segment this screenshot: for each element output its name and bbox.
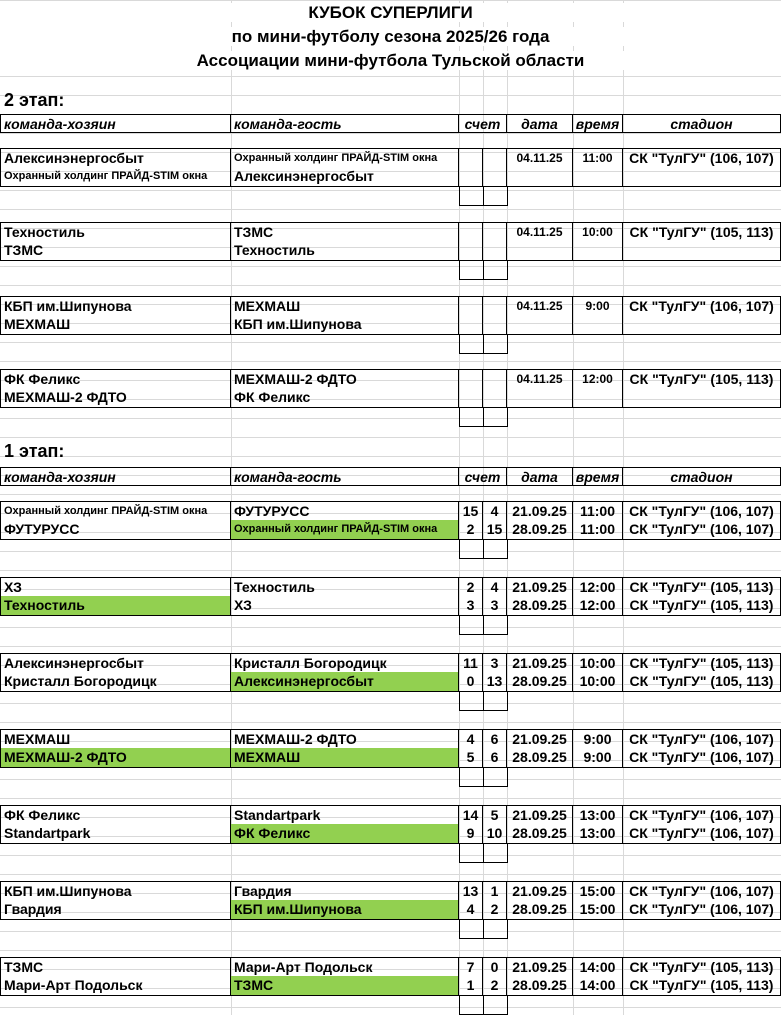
score-home-cell: 5 <box>459 748 483 767</box>
score-away-cell: 4 <box>483 501 507 520</box>
score-entry-box-home[interactable] <box>459 186 484 206</box>
score-home-cell: 4 <box>459 900 483 919</box>
score-entry-box-away[interactable] <box>483 407 508 427</box>
away-team-cell: ФУТУРУСС <box>231 501 459 520</box>
gridline-horizontal <box>0 266 781 267</box>
header-time: время <box>573 467 623 486</box>
stadium-cell: СК "ТулГУ" (105, 113) <box>623 369 781 388</box>
header-away-team: команда-гость <box>231 114 459 133</box>
score-entry-box-away[interactable] <box>483 767 508 787</box>
score-away-cell: 0 <box>483 957 507 976</box>
away-team-cell: Техностиль <box>231 577 459 596</box>
away-team-cell: Техностиль <box>231 241 459 260</box>
home-team-cell: МЕХМАШ-2 ФДТО <box>0 388 231 407</box>
score-entry-box-home[interactable] <box>459 615 484 635</box>
score-home-cell: 15 <box>459 501 483 520</box>
gridline-horizontal <box>0 627 781 628</box>
date-cell: 04.11.25 <box>507 296 573 315</box>
time-cell: 14:00 <box>573 957 623 976</box>
score-away-cell: 10 <box>483 824 507 843</box>
score-home-cell: 2 <box>459 520 483 539</box>
away-team-cell: МЕХМАШ <box>231 296 459 315</box>
match-frame <box>0 729 781 768</box>
match-frame <box>0 577 781 616</box>
home-team-cell: Кристалл Богородицк <box>0 672 231 691</box>
gridline-horizontal <box>0 361 781 362</box>
date-cell: 21.09.25 <box>507 653 573 672</box>
score-away-cell: 4 <box>483 577 507 596</box>
gridline-horizontal <box>0 95 781 96</box>
away-team-cell: КБП им.Шипунова <box>231 900 459 919</box>
gridline-horizontal <box>0 798 781 799</box>
date-cell: 28.09.25 <box>507 976 573 995</box>
home-team-cell: МЕХМАШ <box>0 315 231 334</box>
gridline-horizontal <box>0 190 781 191</box>
gridline-horizontal <box>0 646 781 647</box>
match-frame <box>0 957 781 996</box>
date-cell: 21.09.25 <box>507 881 573 900</box>
away-team-cell: ФК Феликс <box>231 824 459 843</box>
date-cell: 04.11.25 <box>507 369 573 388</box>
gridline-horizontal <box>0 285 781 286</box>
header-away-team: команда-гость <box>231 467 459 486</box>
score-away-cell: 13 <box>483 672 507 691</box>
header-home-team: команда-хозяин <box>0 114 231 133</box>
stadium-cell: СК "ТулГУ" (106, 107) <box>623 729 781 748</box>
table-header-row <box>0 114 781 133</box>
date-cell: 28.09.25 <box>507 520 573 539</box>
home-team-cell: Алексинэнергосбыт <box>0 653 231 672</box>
time-cell: 12:00 <box>573 577 623 596</box>
score-entry-box-home[interactable] <box>459 407 484 427</box>
stage-2-label: 2 этап: <box>4 90 65 110</box>
score-away-cell: 15 <box>483 520 507 539</box>
time-cell: 11:00 <box>573 520 623 539</box>
time-cell: 9:00 <box>573 729 623 748</box>
header-time: время <box>573 114 623 133</box>
home-team-cell: Алексинэнергосбыт <box>0 148 231 167</box>
score-away-cell: 3 <box>483 596 507 615</box>
time-cell: 11:00 <box>573 501 623 520</box>
score-entry-box-away[interactable] <box>483 995 508 1015</box>
score-entry-box-away[interactable] <box>483 539 508 559</box>
home-team-cell: ФУТУРУСС <box>0 520 231 539</box>
score-entry-box-home[interactable] <box>459 691 484 711</box>
away-team-cell: Standartpark <box>231 805 459 824</box>
away-team-cell: Алексинэнергосбыт <box>231 167 459 186</box>
score-home-cell: 14 <box>459 805 483 824</box>
score-home-cell: 3 <box>459 596 483 615</box>
header-stadium: стадион <box>623 467 781 486</box>
gridline-horizontal <box>0 950 781 951</box>
score-entry-box-away[interactable] <box>483 334 508 354</box>
title-line-3: Ассоциации мини-футбола Тульской области <box>0 51 781 70</box>
away-team-cell: МЕХМАШ-2 ФДТО <box>231 369 459 388</box>
match-frame <box>0 148 781 187</box>
score-entry-box-away[interactable] <box>483 843 508 863</box>
gridline-horizontal <box>0 494 781 495</box>
score-entry-box-away[interactable] <box>483 691 508 711</box>
away-team-cell: ТЗМС <box>231 976 459 995</box>
score-entry-box-home[interactable] <box>459 919 484 939</box>
gridline-horizontal <box>0 551 781 552</box>
header-date: дата <box>507 467 573 486</box>
time-cell: 10:00 <box>573 653 623 672</box>
gridline-horizontal <box>0 437 781 438</box>
stadium-cell: СК "ТулГУ" (105, 113) <box>623 653 781 672</box>
away-team-cell: ХЗ <box>231 596 459 615</box>
date-cell: 21.09.25 <box>507 501 573 520</box>
time-cell: 9:00 <box>573 748 623 767</box>
away-team-cell: МЕХМАШ <box>231 748 459 767</box>
away-team-cell: Алексинэнергосбыт <box>231 672 459 691</box>
home-team-cell: МЕХМАШ-2 ФДТО <box>0 748 231 767</box>
score-entry-box-away[interactable] <box>483 615 508 635</box>
home-team-cell: МЕХМАШ <box>0 729 231 748</box>
gridline-horizontal <box>0 456 781 457</box>
home-team-cell: КБП им.Шипунова <box>0 296 231 315</box>
home-team-cell: Standartpark <box>0 824 231 843</box>
time-cell: 10:00 <box>573 672 623 691</box>
score-away-cell: 1 <box>483 881 507 900</box>
away-team-cell: КБП им.Шипунова <box>231 315 459 334</box>
stadium-cell: СК "ТулГУ" (105, 113) <box>623 672 781 691</box>
score-home-cell: 1 <box>459 976 483 995</box>
gridline-horizontal <box>0 342 781 343</box>
away-team-cell: Охранный холдинг ПРАЙД-STIM окна <box>231 520 459 539</box>
date-cell: 04.11.25 <box>507 148 573 167</box>
home-team-cell: Мари-Арт Подольск <box>0 976 231 995</box>
date-cell: 28.09.25 <box>507 900 573 919</box>
time-cell: 12:00 <box>573 369 623 388</box>
stadium-cell: СК "ТулГУ" (106, 107) <box>623 900 781 919</box>
score-entry-box-home[interactable] <box>459 539 484 559</box>
score-away-cell: 5 <box>483 805 507 824</box>
stadium-cell: СК "ТулГУ" (106, 107) <box>623 824 781 843</box>
stadium-cell: СК "ТулГУ" (106, 107) <box>623 748 781 767</box>
home-team-cell: Охранный холдинг ПРАЙД-STIM окна <box>0 167 231 186</box>
score-entry-box-away[interactable] <box>483 919 508 939</box>
date-cell: 21.09.25 <box>507 577 573 596</box>
home-team-cell: ТЗМС <box>0 957 231 976</box>
gridline-horizontal <box>0 0 781 1</box>
time-cell: 12:00 <box>573 596 623 615</box>
score-entry-box-home[interactable] <box>459 995 484 1015</box>
time-cell: 10:00 <box>573 222 623 241</box>
gridline-horizontal <box>0 418 781 419</box>
match-frame <box>0 222 781 261</box>
time-cell: 13:00 <box>573 824 623 843</box>
home-team-cell: ФК Феликс <box>0 805 231 824</box>
date-cell: 28.09.25 <box>507 672 573 691</box>
match-frame <box>0 881 781 920</box>
score-entry-box-away[interactable] <box>483 260 508 280</box>
time-cell: 11:00 <box>573 148 623 167</box>
home-team-cell: Охранный холдинг ПРАЙД-STIM окна <box>0 501 231 520</box>
time-cell: 14:00 <box>573 976 623 995</box>
score-away-cell: 6 <box>483 729 507 748</box>
match-frame <box>0 501 781 540</box>
time-cell: 9:00 <box>573 296 623 315</box>
score-entry-box-home[interactable] <box>459 260 484 280</box>
title-line-1: КУБОК СУПЕРЛИГИ <box>0 3 781 22</box>
score-away-cell: 2 <box>483 900 507 919</box>
score-entry-box-home[interactable] <box>459 843 484 863</box>
stadium-cell: СК "ТулГУ" (106, 107) <box>623 520 781 539</box>
away-team-cell: МЕХМАШ-2 ФДТО <box>231 729 459 748</box>
header-date: дата <box>507 114 573 133</box>
away-team-cell: Кристалл Богородицк <box>231 653 459 672</box>
time-cell: 13:00 <box>573 805 623 824</box>
date-cell: 21.09.25 <box>507 957 573 976</box>
score-home-cell: 2 <box>459 577 483 596</box>
stadium-cell: СК "ТулГУ" (105, 113) <box>623 957 781 976</box>
home-team-cell: ТЗМС <box>0 241 231 260</box>
gridline-horizontal <box>0 779 781 780</box>
match-frame <box>0 653 781 692</box>
score-home-cell: 9 <box>459 824 483 843</box>
match-frame <box>0 369 781 408</box>
home-team-cell: Техностиль <box>0 596 231 615</box>
score-away-cell: 6 <box>483 748 507 767</box>
home-team-cell: Гвардия <box>0 900 231 919</box>
gridline-horizontal <box>0 703 781 704</box>
home-team-cell: КБП им.Шипунова <box>0 881 231 900</box>
header-stadium: стадион <box>623 114 781 133</box>
stadium-cell: СК "ТулГУ" (105, 113) <box>623 222 781 241</box>
gridline-horizontal <box>0 76 781 77</box>
stadium-cell: СК "ТулГУ" (106, 107) <box>623 148 781 167</box>
gridline-horizontal <box>0 209 781 210</box>
stadium-cell: СК "ТулГУ" (105, 113) <box>623 577 781 596</box>
time-cell: 15:00 <box>573 900 623 919</box>
time-cell: 15:00 <box>573 881 623 900</box>
header-score: счет <box>459 467 507 486</box>
stadium-cell: СК "ТулГУ" (105, 113) <box>623 596 781 615</box>
score-home-cell: 13 <box>459 881 483 900</box>
header-home-team: команда-хозяин <box>0 467 231 486</box>
stadium-cell: СК "ТулГУ" (106, 107) <box>623 805 781 824</box>
date-cell: 21.09.25 <box>507 729 573 748</box>
stadium-cell: СК "ТулГУ" (105, 113) <box>623 976 781 995</box>
gridline-horizontal <box>0 1007 781 1008</box>
match-frame <box>0 805 781 844</box>
stage-1-label: 1 этап: <box>4 441 65 461</box>
away-team-cell: ФК Феликс <box>231 388 459 407</box>
header-score: счет <box>459 114 507 133</box>
gridline-horizontal <box>0 722 781 723</box>
score-away-cell: 3 <box>483 653 507 672</box>
score-entry-box-home[interactable] <box>459 334 484 354</box>
home-team-cell: ХЗ <box>0 577 231 596</box>
date-cell: 04.11.25 <box>507 222 573 241</box>
away-team-cell: ТЗМС <box>231 222 459 241</box>
stadium-cell: СК "ТулГУ" (106, 107) <box>623 296 781 315</box>
gridline-horizontal <box>0 931 781 932</box>
score-home-cell: 11 <box>459 653 483 672</box>
gridline-horizontal <box>0 133 781 134</box>
home-team-cell: Техностиль <box>0 222 231 241</box>
date-cell: 28.09.25 <box>507 596 573 615</box>
home-team-cell: ФК Феликс <box>0 369 231 388</box>
gridline-horizontal <box>0 570 781 571</box>
title-line-2: по мини-футболу сезона 2025/26 года <box>0 27 781 46</box>
date-cell: 28.09.25 <box>507 824 573 843</box>
gridline-horizontal <box>0 874 781 875</box>
away-team-cell: Охранный холдинг ПРАЙД-STIM окна <box>231 148 459 167</box>
score-home-cell: 7 <box>459 957 483 976</box>
match-frame <box>0 296 781 335</box>
away-team-cell: Мари-Арт Подольск <box>231 957 459 976</box>
table-header-row <box>0 467 781 486</box>
stadium-cell: СК "ТулГУ" (106, 107) <box>623 501 781 520</box>
away-team-cell: Гвардия <box>231 881 459 900</box>
date-cell: 28.09.25 <box>507 748 573 767</box>
stadium-cell: СК "ТулГУ" (106, 107) <box>623 881 781 900</box>
score-home-cell: 0 <box>459 672 483 691</box>
score-away-cell: 2 <box>483 976 507 995</box>
date-cell: 21.09.25 <box>507 805 573 824</box>
score-home-cell: 4 <box>459 729 483 748</box>
gridline-horizontal <box>0 855 781 856</box>
score-entry-box-away[interactable] <box>483 186 508 206</box>
score-entry-box-home[interactable] <box>459 767 484 787</box>
